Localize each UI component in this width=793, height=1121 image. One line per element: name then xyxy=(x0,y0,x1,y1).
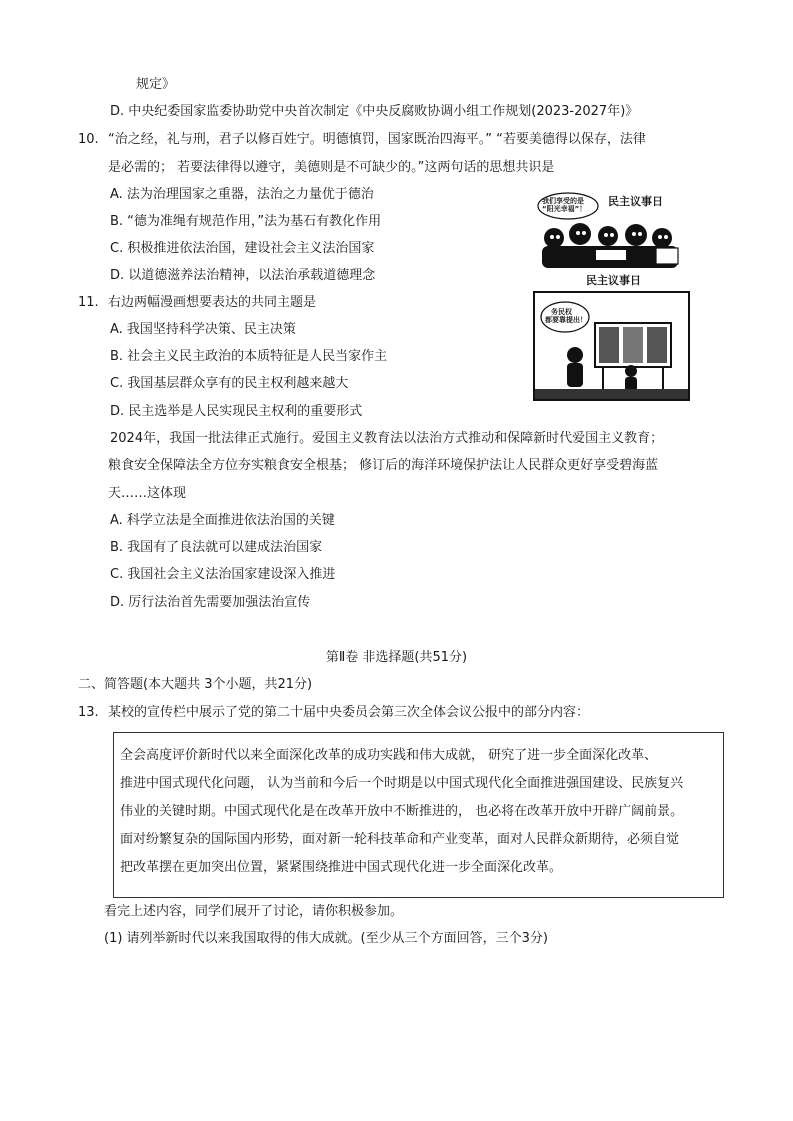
part-heading: 二、简答题(本大题共 3个小题，共21分) xyxy=(78,677,313,692)
q12-option-d: D. 厉行法治首先需要加强法治宣传 xyxy=(110,595,311,610)
q10-option-c: C. 积极推进依法治国，建设社会主义法治国家 xyxy=(110,241,375,256)
quote-line-1: 全会高度评价新时代以来全面深化改革的成功实践和伟大成就， 研究了进一步全面深化改革、 xyxy=(120,748,658,763)
q12-option-b: B. 我国有了良法就可以建成法治国家 xyxy=(110,540,323,555)
q12-option-c: C. 我国社会主义法治国家建设深入推进 xyxy=(110,567,336,582)
q12-stem-line3: 天……这体现 xyxy=(108,486,187,501)
comic-bottom xyxy=(533,291,690,401)
q11-stem: 右边两幅漫画想要表达的共同主题是 xyxy=(108,295,317,310)
comic-top-bubble-line2: “阳光幸福”！ xyxy=(542,205,587,213)
q13-sub1: (1) 请列举新时代以来我国取得的伟大成就。(至少从三个方面回答，三个3分) xyxy=(104,931,548,946)
q13-after-box: 看完上述内容，同学们展开了讨论，请你积极参加。 xyxy=(104,904,404,919)
comic-top xyxy=(536,190,686,287)
quote-line-5: 把改革摆在更加突出位置，紧紧围绕推进中国式现代化进一步全面深化改革。 xyxy=(120,860,563,875)
q10-option-a: A. 法为治理国家之重器，法治之力量优于德治 xyxy=(110,187,374,202)
q10-option-b: B. “德为准绳有规范作用，”法为基石有教化作用 xyxy=(110,214,382,229)
section-title: 第Ⅱ卷 非选择题(共51分) xyxy=(325,650,468,665)
q11-option-a: A. 我国坚持科学决策、民主决策 xyxy=(110,322,296,337)
quote-line-3: 伟业的关键时期。中国式现代化是在改革开放中不断推进的， 也必将在改革开放中开辟广阔前景。 xyxy=(120,804,684,819)
q12-option-a: A. 科学立法是全面推进依法治国的关键 xyxy=(110,513,335,528)
q12-stem-line1: 2024年，我国一批法律正式施行。爱国主义教育法以法治方式推动和保障新时代爱国主义教育； xyxy=(110,431,664,446)
q10-option-d: D. 以道德滋养法治精神，以法治承载道德理念 xyxy=(110,268,376,283)
comic-bottom-bubble-line2: 都要靠提出！ xyxy=(545,316,587,324)
q11-number: 11. xyxy=(78,295,99,310)
quote-line-4: 面对纷繁复杂的国际国内形势，面对新一轮科技革命和产业变革，面对人民群众新期待，必须自觉 xyxy=(120,832,680,847)
comic-top-bubble-line1: 我们享受的是 xyxy=(542,197,584,205)
q9-stem-tail: 规定》 xyxy=(136,77,176,92)
q11-option-b: B. 社会主义民主政治的本质特征是人民当家作主 xyxy=(110,349,388,364)
comic-top-caption: 民主议事日 xyxy=(586,274,641,287)
q10-stem-line1: “治之经，礼与刑，君子以修百姓宁。明德慎罚，国家既治四海平。” “若要美德得以保存，法律 xyxy=(108,132,646,147)
quote-line-2: 推进中国式现代化问题， 认为当前和今后一个时期是以中国式现代化全面推进强国建设、民族复兴 xyxy=(120,776,684,791)
q11-option-c: C. 我国基层群众享有的民主权利越来越大 xyxy=(110,376,349,391)
q9-option-d: D. 中央纪委国家监委协助党中央首次制定《中央反腐败协调小组工作规划(2023-2027年)》 xyxy=(110,104,639,119)
q10-number: 10. xyxy=(78,132,99,147)
quote-box xyxy=(113,732,724,898)
comic-top-title: 民主议事日 xyxy=(608,195,663,208)
q12-stem-line2: 粮食安全保障法全方位夯实粮食安全根基； 修订后的海洋环境保护法让人民群众更好享受碧海蓝 xyxy=(108,458,659,473)
q13-number: 13. xyxy=(78,705,99,720)
q11-option-d: D. 民主选举是人民实现民主权利的重要形式 xyxy=(110,404,363,419)
q13-stem: 某校的宣传栏中展示了党的第二十届中央委员会第三次全体会议公报中的部分内容： xyxy=(108,705,590,720)
comic-bottom-bubble-line1: 务民权 xyxy=(551,308,572,316)
q10-stem-line2: 是必需的； 若要法律得以遵守，美德则是不可缺少的。”这两句话的思想共识是 xyxy=(108,160,555,175)
